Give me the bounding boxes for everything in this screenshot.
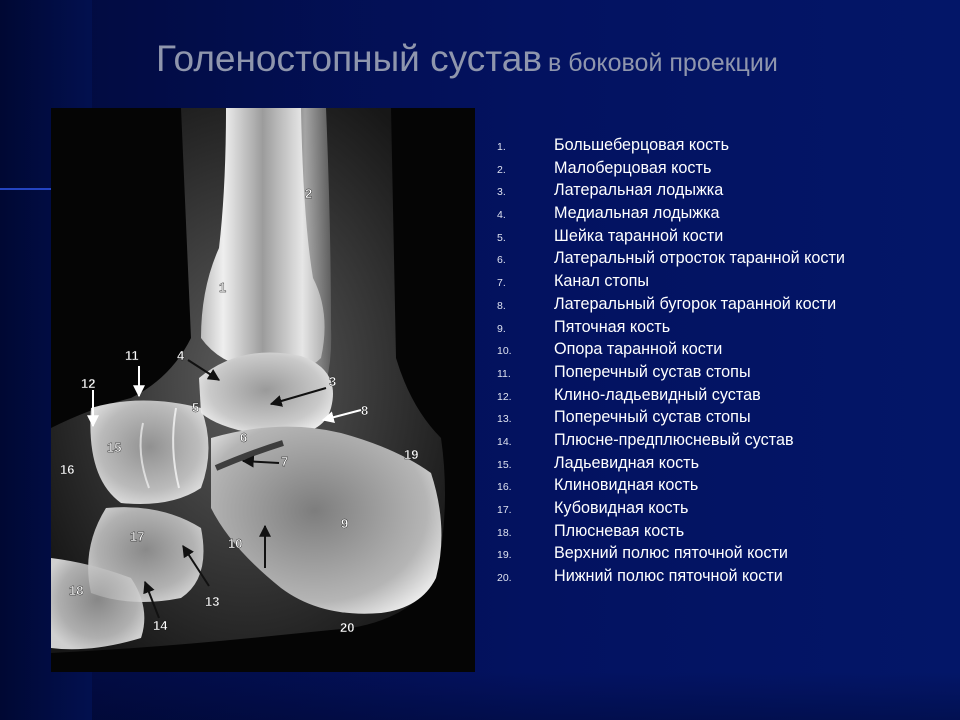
legend-number: 16. [497, 481, 512, 494]
xray-label-16: 16 [60, 462, 75, 477]
legend-number: 7. [497, 277, 506, 290]
legend-item [497, 476, 869, 495]
legend-number: 11. [497, 367, 511, 380]
legend-number: 10. [497, 345, 512, 358]
legend-number: 6. [497, 254, 506, 267]
legend-number: 2. [497, 163, 506, 176]
slide-title [156, 38, 778, 80]
legend-text: Плюсне-предплюсневый сустав [554, 430, 794, 449]
legend-list [497, 136, 869, 590]
legend-number: 20. [497, 572, 512, 585]
legend-item [497, 499, 869, 518]
xray-label-19: 19 [404, 447, 419, 462]
xray-label-17: 17 [130, 529, 145, 544]
xray-label-11: 11 [125, 348, 139, 363]
legend-item [497, 431, 869, 450]
legend-text: Шейка таранной кости [554, 226, 724, 245]
xray-drawing [51, 108, 475, 672]
legend-text: Плюсневая кость [554, 521, 685, 540]
xray-label-6: 6 [240, 430, 248, 445]
legend-item [497, 227, 869, 246]
legend-item [497, 408, 869, 427]
legend-number: 4. [497, 209, 506, 222]
legend-text: Поперечный сустав стопы [554, 408, 751, 427]
legend-number: 3. [497, 186, 506, 199]
legend-number: 8. [497, 299, 506, 312]
legend-text: Пяточная кость [554, 317, 671, 336]
legend-number: 1. [497, 141, 506, 153]
legend-number: 18. [497, 526, 512, 539]
legend-item [497, 181, 869, 200]
legend-text: Канал стопы [554, 272, 650, 291]
legend-number: 12. [497, 390, 512, 403]
legend-text: Поперечный сустав стопы [554, 362, 751, 381]
legend-item [497, 522, 869, 541]
legend-text: Латеральная лодыжка [554, 181, 724, 200]
xray-label-18: 18 [69, 583, 84, 598]
xray-label-1: 1 [219, 280, 227, 295]
legend-text: Кубовидная кость [554, 499, 689, 517]
legend-item [497, 136, 869, 155]
xray-label-15: 15 [107, 440, 122, 455]
xray-label-5: 5 [192, 400, 200, 415]
ankle-xray-image [51, 108, 475, 672]
legend-text: Нижний полюс пяточной кости [554, 567, 783, 586]
legend-number: 14. [497, 435, 512, 448]
title-subtitle: в боковой проекции [547, 49, 778, 77]
legend-number: 13. [497, 413, 512, 426]
legend-text: Латеральный отросток таранной кости [554, 249, 845, 268]
legend-text: Большеберцовая кость [554, 136, 730, 154]
legend-text: Малоберцовая кость [554, 158, 712, 177]
legend-text: Верхний полюс пяточной кости [554, 544, 788, 563]
legend-item [497, 454, 869, 473]
legend-number: 9. [497, 322, 506, 335]
bottom-decor-band [92, 672, 960, 720]
legend-item [497, 544, 869, 563]
legend-item [497, 386, 869, 405]
legend-item [497, 363, 869, 382]
legend-item [497, 567, 869, 586]
xray-label-13: 13 [205, 594, 220, 609]
legend-item [497, 340, 869, 359]
legend-item [497, 204, 869, 223]
legend-item [497, 249, 869, 268]
legend-item [497, 318, 869, 337]
legend-number: 17. [497, 504, 512, 516]
xray-label-4: 4 [177, 348, 185, 363]
legend-text: Ладьевидная кость [554, 453, 700, 472]
legend-number: 5. [497, 231, 506, 244]
xray-label-7: 7 [281, 454, 289, 469]
legend-number: 19. [497, 549, 512, 562]
xray-label-2: 2 [305, 186, 313, 201]
title-main: Голеностопный сустав [156, 38, 542, 79]
xray-label-8: 8 [361, 403, 369, 418]
legend-text: Опора таранной кости [554, 340, 723, 359]
xray-label-20: 20 [340, 620, 355, 635]
legend-text: Медиальная лодыжка [554, 204, 720, 223]
xray-label-14: 14 [153, 618, 168, 633]
legend-item [497, 272, 869, 291]
legend-text: Клино-ладьевидный сустав [554, 385, 761, 404]
legend-text: Латеральный бугорок таранной кости [554, 294, 837, 313]
xray-label-12: 12 [81, 376, 96, 391]
legend-number: 15. [497, 458, 512, 471]
legend-item [497, 295, 869, 314]
xray-label-3: 3 [329, 374, 337, 389]
legend-text: Клиновидная кость [554, 476, 699, 495]
xray-label-10: 10 [228, 536, 243, 551]
xray-label-9: 9 [341, 516, 349, 531]
legend-item [497, 159, 869, 178]
